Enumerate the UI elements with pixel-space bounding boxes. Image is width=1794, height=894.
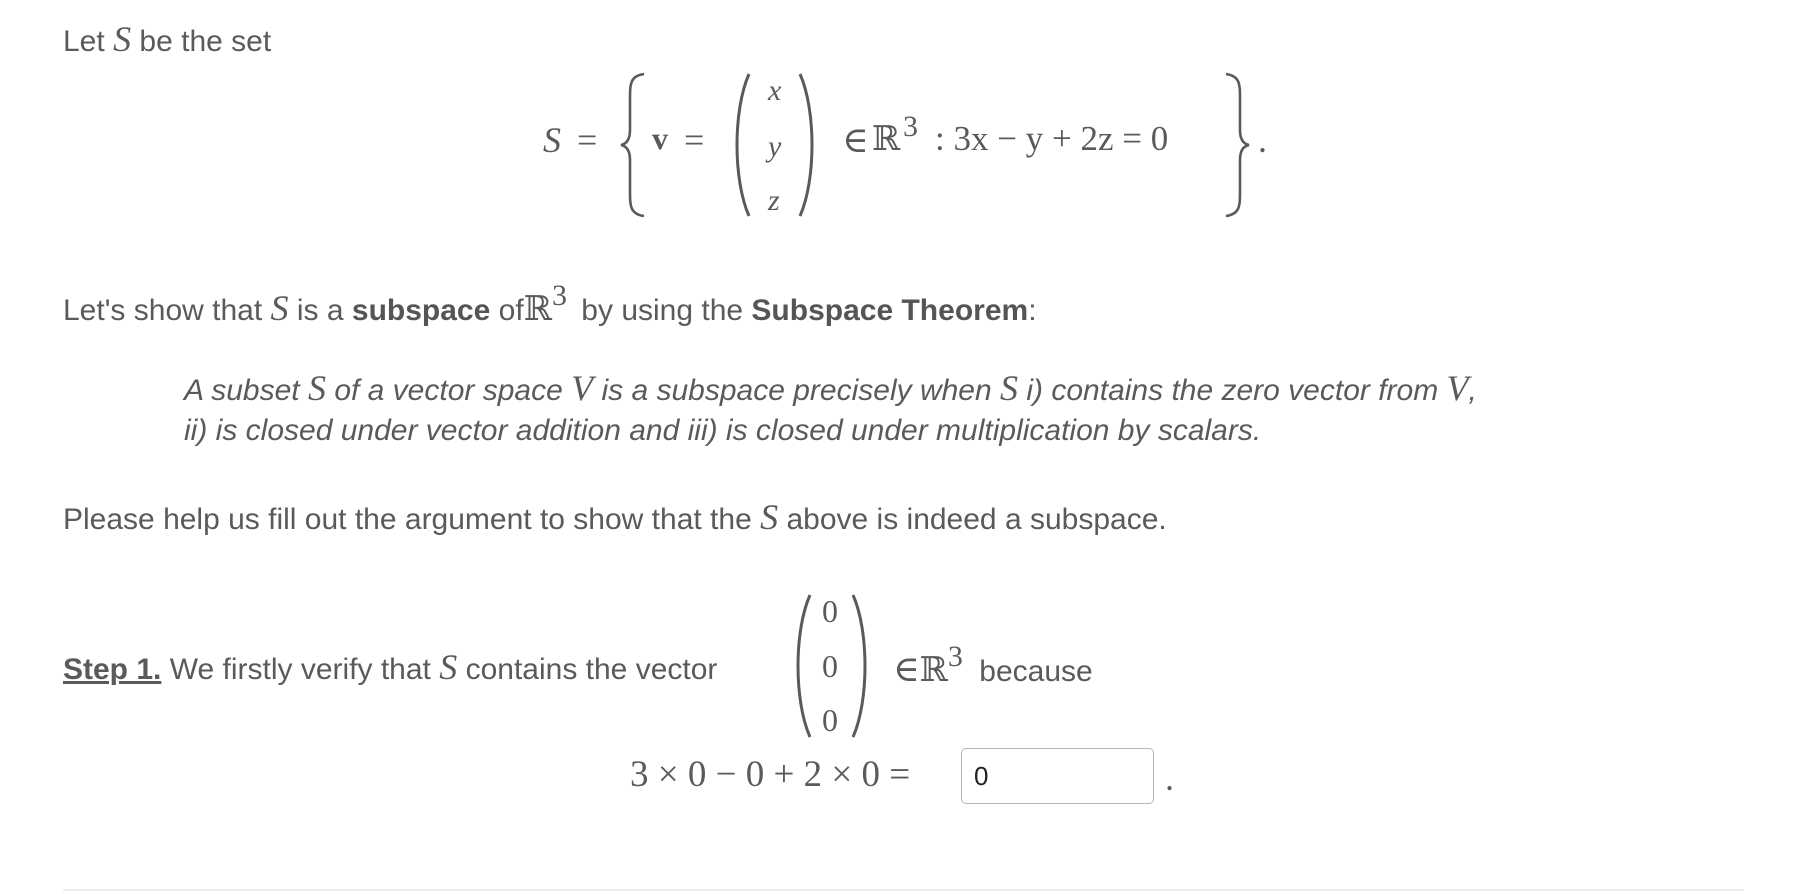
theorem-text-e: , bbox=[1468, 374, 1477, 407]
theorem-text-c: is a subspace precisely when bbox=[601, 374, 992, 407]
set-equals: = bbox=[577, 120, 598, 160]
help-text-2: above is indeed a subspace. bbox=[786, 503, 1167, 536]
intro-be-the-set: be the set bbox=[139, 25, 272, 58]
step1-text-1: We firstly verify that bbox=[169, 653, 431, 686]
zero-vector-cell-1: 0 bbox=[822, 593, 838, 629]
set-real-exponent: 3 bbox=[903, 110, 918, 143]
set-element-of: ∈ bbox=[842, 120, 869, 160]
step1-element-of: ∈ bbox=[893, 649, 920, 689]
zero-vector-cell-2: 0 bbox=[822, 648, 838, 684]
matrix-cell-x: x bbox=[768, 74, 782, 107]
intro-let: Let bbox=[63, 25, 105, 58]
math-S: S bbox=[113, 19, 132, 59]
theorem-text-a: A subset bbox=[184, 374, 300, 407]
step1-membership bbox=[893, 640, 1093, 690]
matrix-cell-z: z bbox=[768, 184, 780, 217]
step1-real-R: ℝ bbox=[919, 650, 948, 690]
help-text-1: Please help us fill out the argument to show that the bbox=[63, 503, 752, 536]
left-brace bbox=[618, 70, 648, 220]
step1-period: . bbox=[1165, 758, 1174, 798]
step1-because: because bbox=[979, 655, 1093, 688]
matrix-right-paren bbox=[796, 70, 822, 220]
math-S: S bbox=[270, 288, 289, 328]
matrix-left-paren bbox=[727, 70, 753, 220]
set-S-symbol: S bbox=[543, 120, 561, 160]
claim-text-3: of bbox=[498, 294, 524, 327]
zero-vector-right-paren bbox=[849, 591, 875, 741]
matrix-cell-y: y bbox=[768, 130, 782, 163]
set-real-R: ℝ bbox=[872, 119, 901, 159]
theorem-quote-line-1 bbox=[184, 367, 1477, 409]
math-V: V bbox=[1446, 368, 1469, 408]
right-brace bbox=[1222, 70, 1252, 220]
zero-vector-left-paren bbox=[788, 591, 814, 741]
theorem-text-b: of a vector space bbox=[334, 374, 563, 407]
claim-line bbox=[63, 279, 1037, 329]
set-condition: : 3x − y + 2z = 0 bbox=[935, 119, 1169, 158]
step1-real-exponent: 3 bbox=[947, 640, 963, 673]
math-S: S bbox=[439, 647, 458, 687]
zero-vector-cell-3: 0 bbox=[822, 702, 838, 738]
divider bbox=[63, 889, 1744, 891]
step1-text-2: contains the vector bbox=[465, 653, 718, 686]
claim-text-4: by using the bbox=[581, 294, 744, 327]
theorem-text-d: i) contains the zero vector from bbox=[1026, 374, 1439, 407]
step1-line bbox=[63, 646, 717, 688]
vector-v: v bbox=[652, 120, 668, 156]
claim-text-2: is a bbox=[296, 294, 344, 327]
math-V: V bbox=[571, 368, 594, 408]
claim-real-exponent: 3 bbox=[551, 279, 567, 312]
math-S: S bbox=[760, 497, 779, 537]
claim-colon: : bbox=[1028, 294, 1037, 327]
step1-answer-input[interactable] bbox=[961, 748, 1154, 804]
math-S: S bbox=[1000, 368, 1019, 408]
claim-real-R: ℝ bbox=[523, 289, 552, 329]
intro-line bbox=[63, 18, 271, 60]
set-period: . bbox=[1258, 120, 1267, 160]
step1-equation: 3 × 0 − 0 + 2 × 0 = bbox=[630, 754, 911, 795]
claim-subspace: subspace bbox=[351, 294, 491, 327]
claim-text-1: Let's show that bbox=[63, 294, 263, 327]
v-equals: = bbox=[684, 120, 705, 160]
theorem-quote-line-2: ii) is closed under vector addition and iii) is closed under multiplication by scalars. bbox=[184, 414, 1262, 447]
claim-theorem: Subspace Theorem bbox=[751, 294, 1029, 327]
help-line bbox=[63, 496, 1167, 538]
math-S: S bbox=[307, 368, 326, 408]
step1-label: Step 1. bbox=[63, 653, 162, 686]
